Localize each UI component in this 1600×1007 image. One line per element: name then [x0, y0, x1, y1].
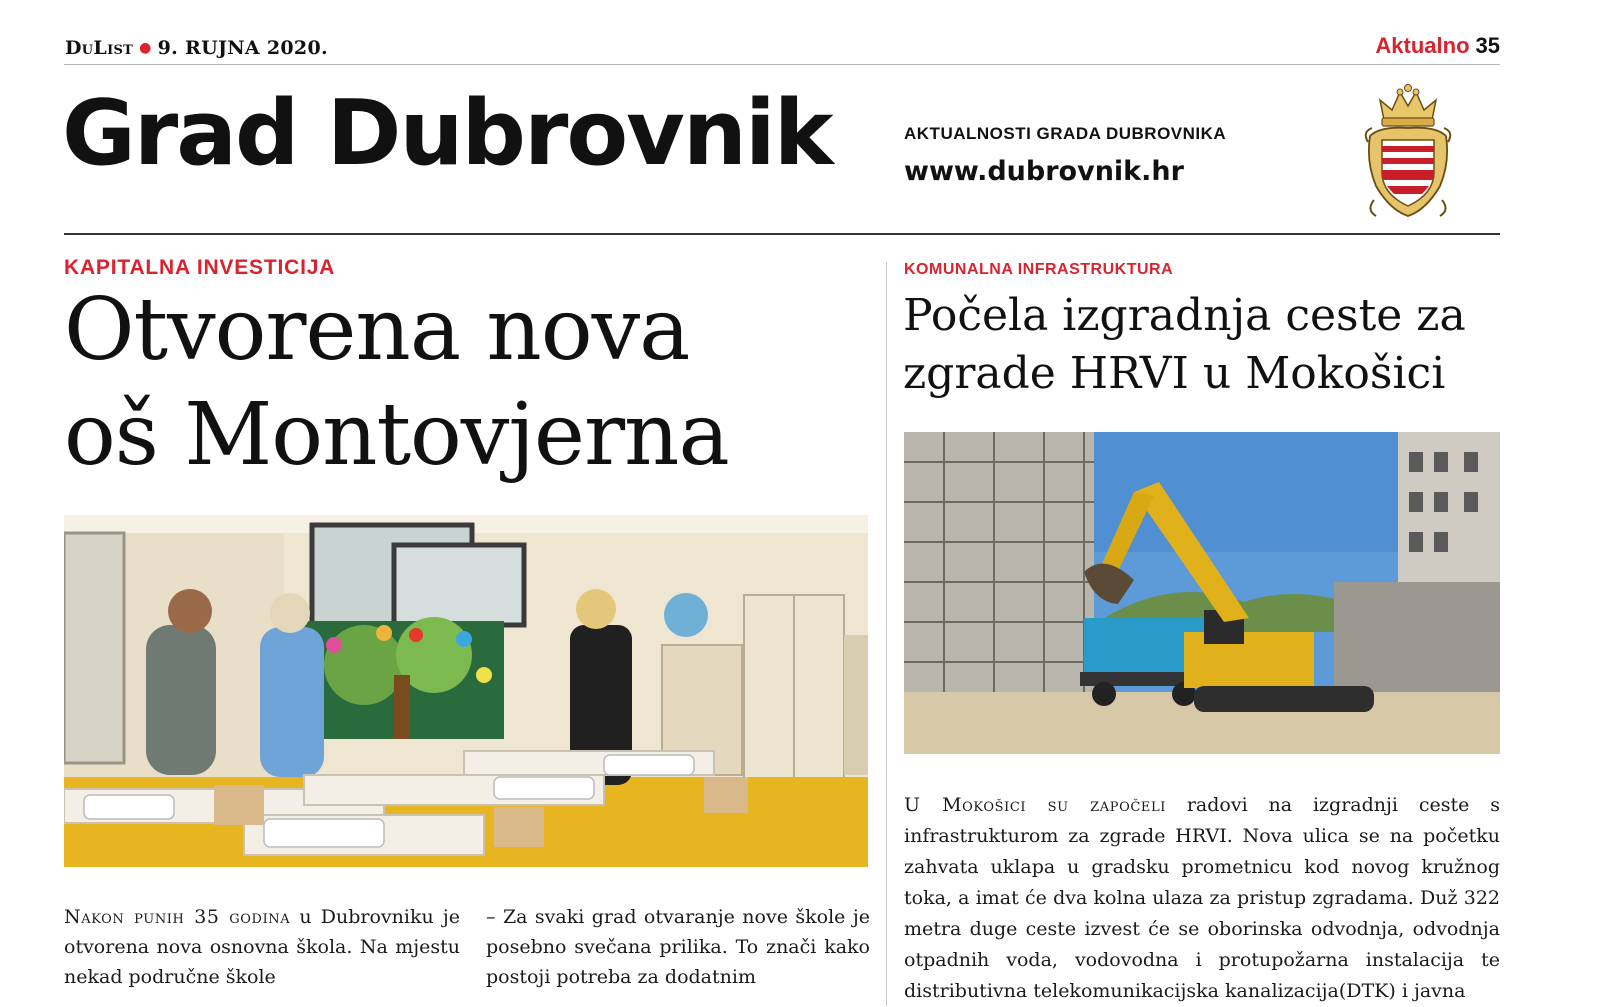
masthead-website: www.dubrovnik.hr: [904, 156, 1184, 187]
running-header-left: [65, 37, 328, 59]
left-headline-line-1: Otvorena nova: [64, 280, 690, 380]
right-headline-line-2: zgrade HRVI u Mokošici: [903, 348, 1446, 399]
left-article-column-1: [64, 902, 460, 992]
left-article-kicker: KAPITALNA INVESTICIJA: [64, 256, 336, 279]
classroom-photo: [64, 515, 868, 867]
right-article-headline: [903, 287, 1503, 403]
section-name: Aktualno: [1375, 33, 1470, 58]
right-article-text: radovi na izgradnji ceste s infrastrukturom za zgrade HRVI. Nova ulica se na početku zahvata uklapa u gradsku prometnicu kod novog kružnog toka, a imat će dva kolna ulaza za pristup zgradama. Duž 322 metra duge ceste izvest će se oborinska odvodnja, odvodnja otpadnih voda, vodovodna i protupožarna instalacija te distributivna telekomunikacijska kanalizacija(DTK) i javna: [904, 794, 1500, 1002]
masthead-title: Grad Dubrovnik: [62, 81, 832, 186]
left-article-column-2: – Za svaki grad otvaranje nove škole je posebno svečana prilika. To znači kako postoji potreba za dodatnim: [486, 906, 870, 988]
right-article-body: [904, 790, 1500, 1007]
separator-dot: ●: [139, 40, 152, 56]
left-article-lead: Nakon punih 35 godina: [64, 906, 291, 928]
column-divider: [886, 262, 887, 1006]
page-number: 35: [1475, 33, 1500, 58]
construction-photo: [904, 432, 1500, 754]
header-rule: [64, 64, 1500, 65]
running-header-right: [1375, 33, 1500, 59]
masthead-tagline: AKTUALNOSTI GRADA DUBROVNIKA: [904, 124, 1227, 143]
issue-date: 9. RUJNA 2020.: [157, 37, 328, 59]
right-headline-line-1: Počela izgradnja ceste za: [903, 290, 1466, 341]
publication-brand: DuList: [65, 37, 134, 59]
left-headline-line-2: oš Montovjerna: [64, 385, 729, 485]
right-article-lead: U Mokošici su započeli: [904, 794, 1166, 816]
masthead-rule: [64, 233, 1500, 235]
dubrovnik-coat-of-arms-icon: [1362, 82, 1454, 222]
left-article-headline: [64, 278, 884, 488]
right-article-kicker: KOMUNALNA INFRASTRUKTURA: [904, 261, 1174, 278]
left-article-col1-text: u Dubrovniku je otvorena nova osnovna škola. Na mjestu nekad područne škole: [64, 906, 460, 988]
